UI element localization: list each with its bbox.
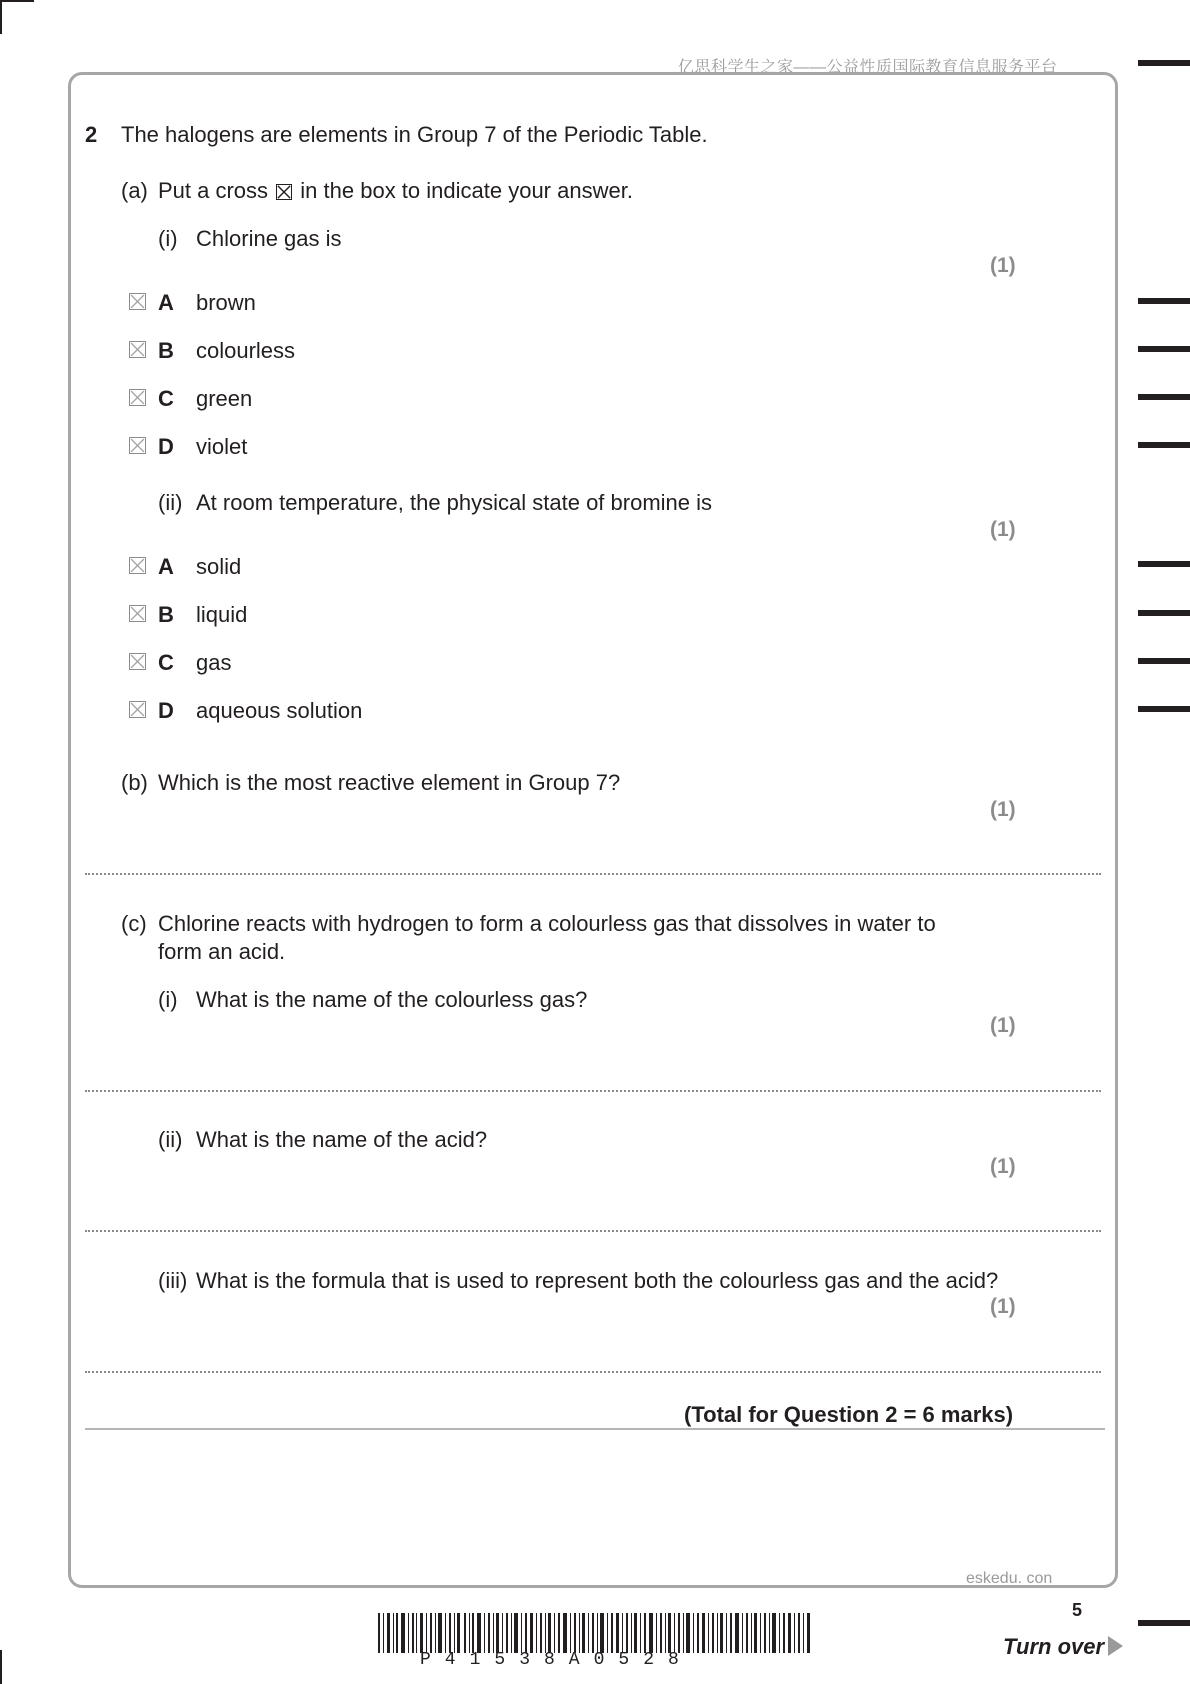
divider bbox=[85, 1428, 1105, 1430]
barcode-icon bbox=[378, 1613, 810, 1653]
answer-line-c-i[interactable] bbox=[85, 1090, 1101, 1092]
option-text: aqueous solution bbox=[196, 698, 363, 723]
margin-tick bbox=[1138, 610, 1190, 616]
crop-mark bbox=[0, 0, 34, 2]
part-c-line1: Chlorine reacts with hydrogen to form a colourless gas that dissolves in water to bbox=[158, 911, 936, 936]
option-letter: D bbox=[158, 434, 174, 459]
page-number: 5 bbox=[1072, 1600, 1083, 1620]
option-letter: B bbox=[158, 338, 174, 363]
crossed-box-icon bbox=[276, 184, 292, 200]
crop-mark bbox=[0, 1650, 2, 1684]
part-a-i-label: (i) bbox=[158, 226, 178, 251]
option-text: liquid bbox=[196, 602, 248, 627]
answer-checkbox-d[interactable] bbox=[129, 437, 146, 454]
part-c-i-label: (i) bbox=[158, 987, 178, 1012]
option-text: green bbox=[196, 386, 253, 411]
marks-label: (1) bbox=[990, 798, 1016, 821]
margin-tick bbox=[1138, 561, 1190, 567]
answer-checkbox-a[interactable] bbox=[129, 557, 146, 574]
marks-label: (1) bbox=[990, 1014, 1016, 1037]
part-a-instruction bbox=[158, 178, 633, 204]
answer-checkbox-a[interactable] bbox=[129, 293, 146, 310]
option-letter: C bbox=[158, 650, 174, 675]
option-text: colourless bbox=[196, 338, 296, 363]
margin-tick bbox=[1138, 346, 1190, 352]
part-a-ii-text: At room temperature, the physical state of bromine is bbox=[196, 490, 713, 515]
marks-label: (1) bbox=[990, 518, 1016, 541]
marks-label: (1) bbox=[990, 254, 1016, 277]
answer-checkbox-b[interactable] bbox=[129, 341, 146, 358]
option-text: violet bbox=[196, 434, 248, 459]
barcode-text: P41538A0528 bbox=[420, 1650, 693, 1670]
margin-tick bbox=[1138, 442, 1190, 448]
margin-tick bbox=[1138, 706, 1190, 712]
part-a-ii-label: (ii) bbox=[158, 490, 183, 515]
option-text: solid bbox=[196, 554, 242, 579]
margin-tick bbox=[1138, 298, 1190, 304]
footer-watermark: eskedu. con bbox=[966, 1570, 1053, 1587]
answer-line-b[interactable] bbox=[85, 873, 1101, 875]
part-a-label: (a) bbox=[121, 178, 148, 203]
margin-tick bbox=[1138, 1620, 1190, 1626]
part-a-i-text: Chlorine gas is bbox=[196, 226, 342, 251]
part-c-line2: form an acid. bbox=[158, 939, 286, 964]
part-b-text: Which is the most reactive element in Group 7? bbox=[158, 770, 621, 795]
header-watermark: 亿思科学生之家——公益性质国际教育信息服务平台 bbox=[678, 59, 1058, 76]
part-c-i-text: What is the name of the colourless gas? bbox=[196, 987, 588, 1012]
total-marks: (Total for Question 2 = 6 marks) bbox=[684, 1402, 1014, 1427]
option-letter: C bbox=[158, 386, 174, 411]
option-letter: D bbox=[158, 698, 174, 723]
turn-over-label[interactable]: Turn over bbox=[1003, 1634, 1105, 1659]
part-c-label: (c) bbox=[121, 911, 147, 936]
option-letter: B bbox=[158, 602, 174, 627]
option-text: gas bbox=[196, 650, 232, 675]
answer-line-c-ii[interactable] bbox=[85, 1230, 1101, 1232]
answer-checkbox-c[interactable] bbox=[129, 653, 146, 670]
part-b-label: (b) bbox=[121, 770, 148, 795]
part-c-iii-text: What is the formula that is used to represent both the colourless gas and the acid? bbox=[196, 1268, 999, 1293]
play-arrow-icon bbox=[1108, 1636, 1123, 1656]
part-c-iii-label: (iii) bbox=[158, 1268, 188, 1293]
option-letter: A bbox=[158, 290, 174, 315]
marks-label: (1) bbox=[990, 1155, 1016, 1178]
question-stem: The halogens are elements in Group 7 of the Periodic Table. bbox=[121, 122, 708, 147]
marks-label: (1) bbox=[990, 1295, 1016, 1318]
instruction-after: in the box to indicate your answer. bbox=[300, 178, 633, 203]
part-c-ii-label: (ii) bbox=[158, 1127, 183, 1152]
margin-tick bbox=[1138, 394, 1190, 400]
answer-checkbox-c[interactable] bbox=[129, 389, 146, 406]
part-c-ii-text: What is the name of the acid? bbox=[196, 1127, 488, 1152]
answer-checkbox-d[interactable] bbox=[129, 701, 146, 718]
option-letter: A bbox=[158, 554, 174, 579]
question-number: 2 bbox=[85, 122, 98, 147]
answer-checkbox-b[interactable] bbox=[129, 605, 146, 622]
crop-mark bbox=[0, 0, 2, 34]
margin-tick bbox=[1138, 658, 1190, 664]
instruction-before: Put a cross bbox=[158, 178, 269, 203]
option-text: brown bbox=[196, 290, 256, 315]
margin-tick bbox=[1138, 60, 1190, 66]
answer-line-c-iii[interactable] bbox=[85, 1371, 1101, 1373]
